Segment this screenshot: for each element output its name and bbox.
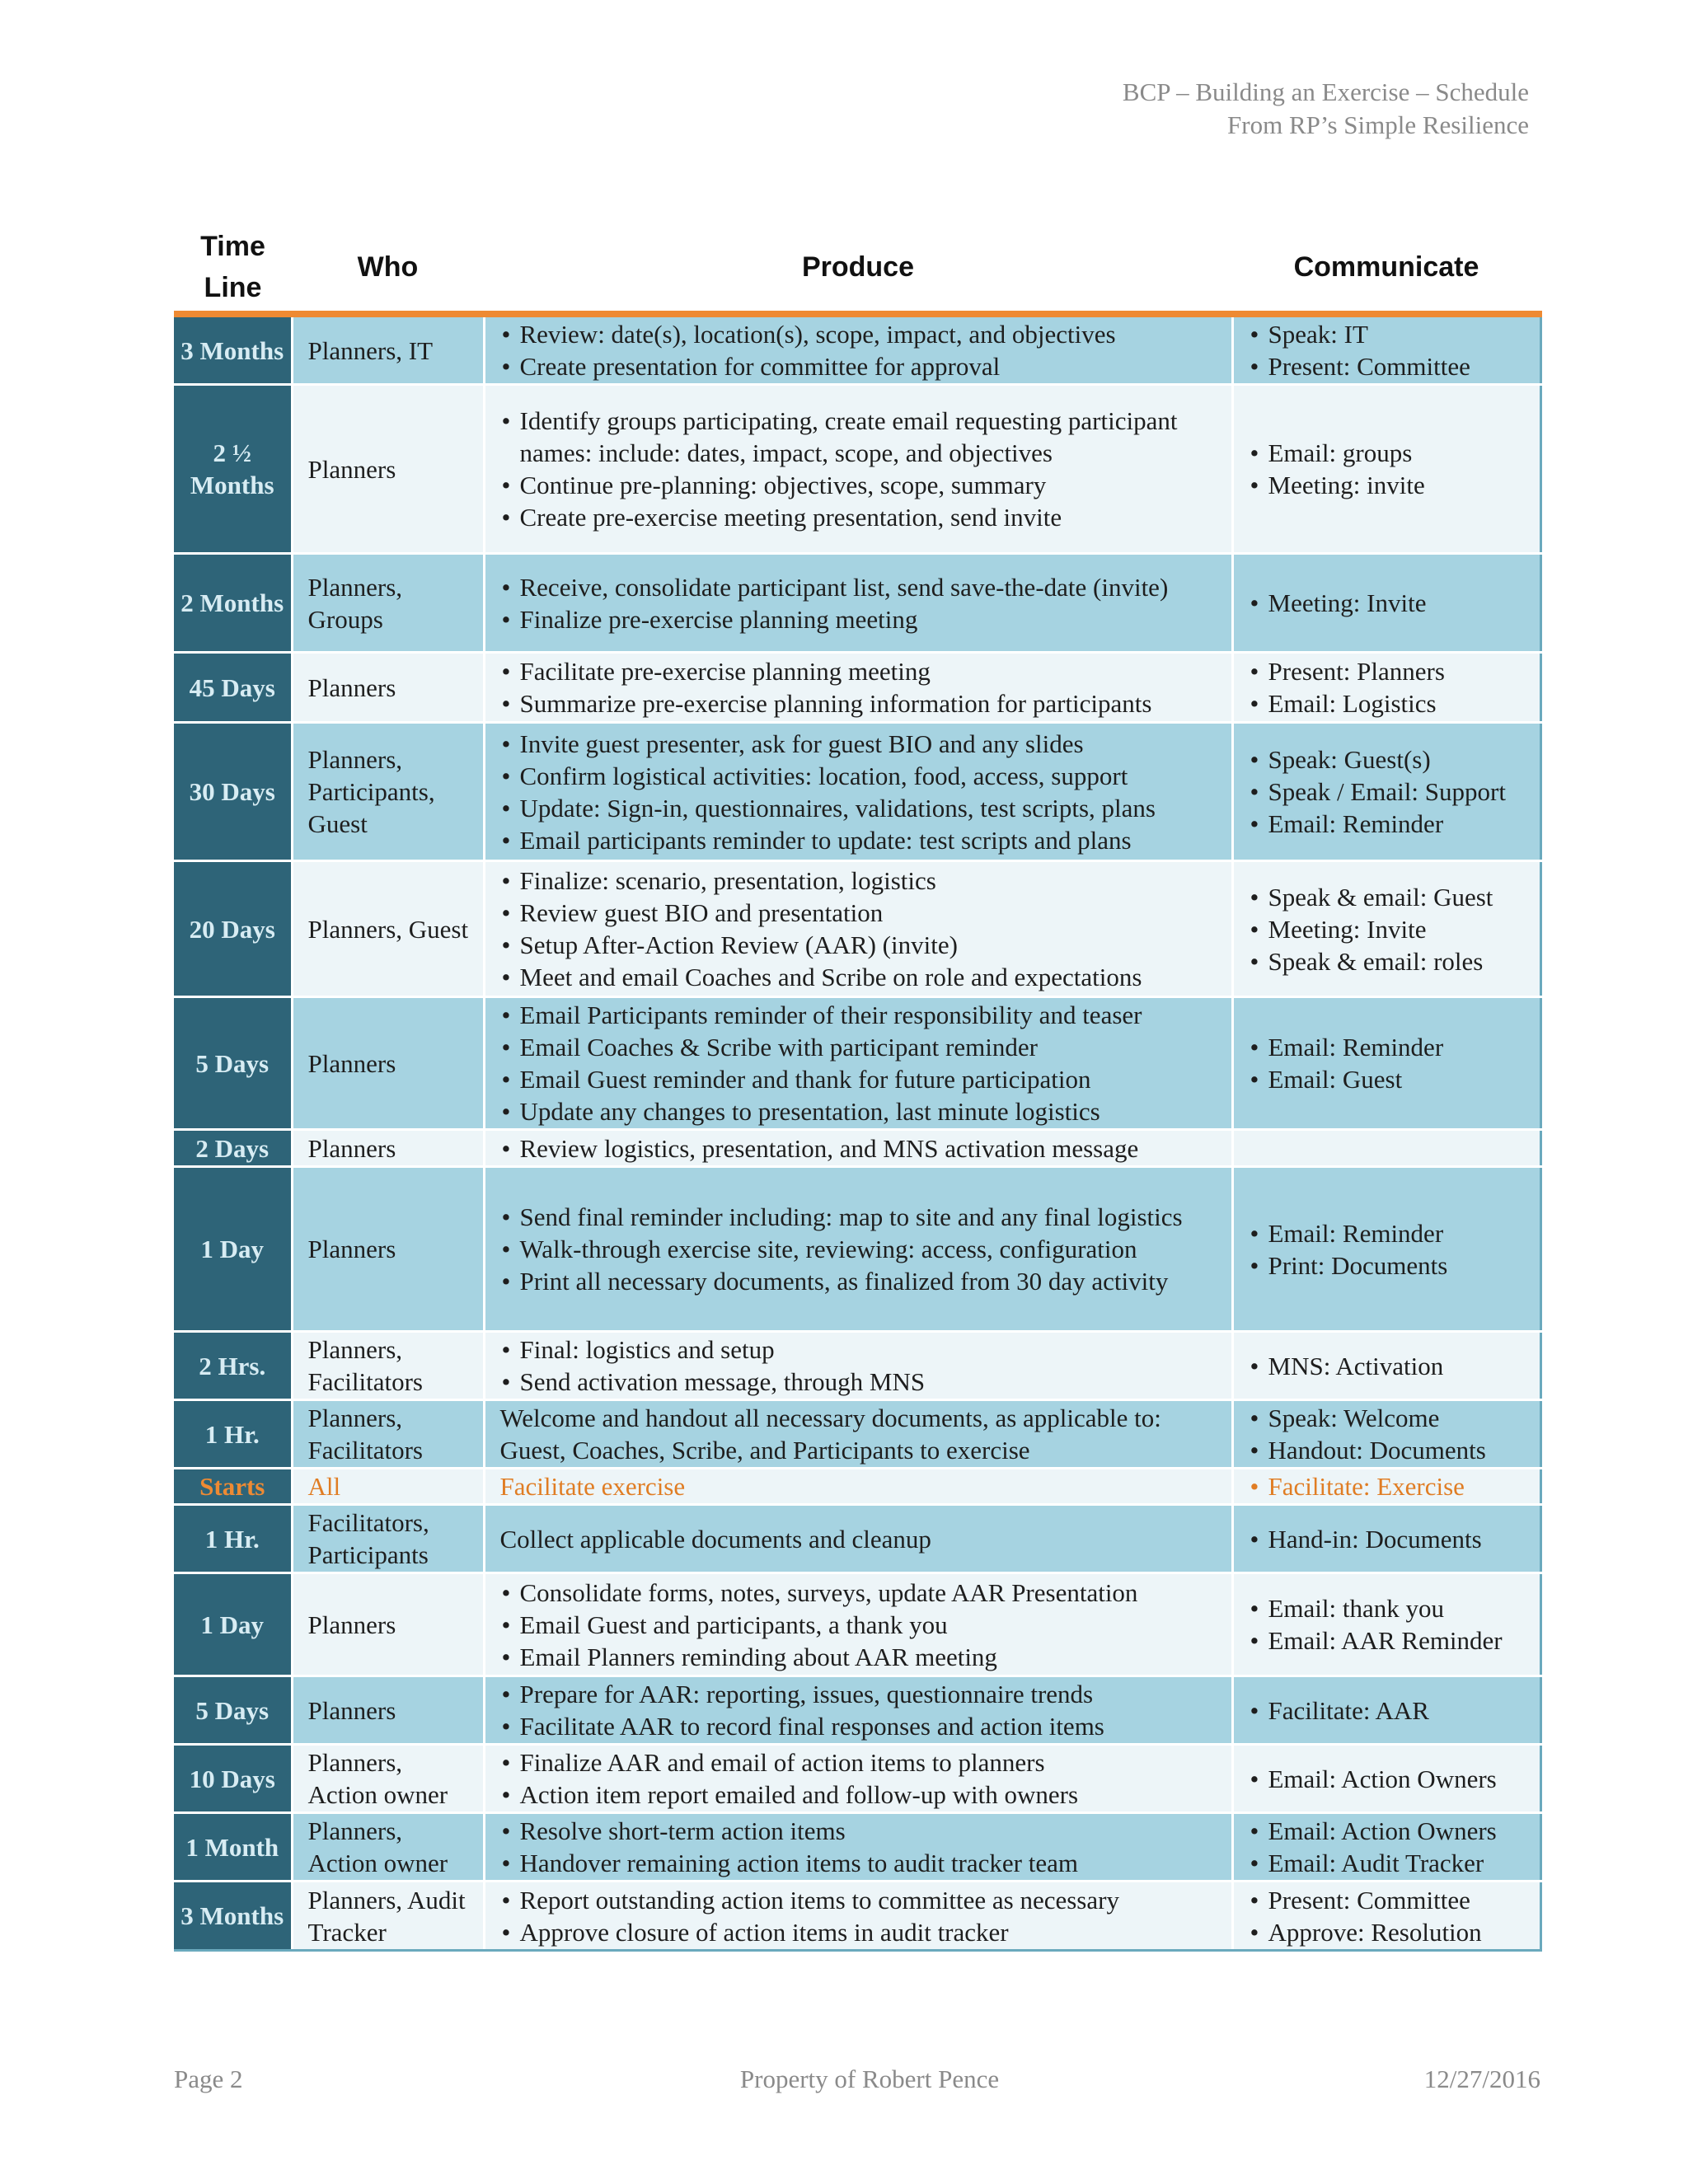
communicate-item: • Email: Reminder	[1249, 808, 1526, 840]
produce-item: • Final: logistics and setup	[500, 1333, 1218, 1366]
communicate-item: • Meeting: Invite	[1249, 913, 1526, 945]
who-cell: Planners	[292, 1676, 484, 1745]
produce-text: Welcome and handout all necessary documents, as applicable to: Guest, Coaches, Scribe, and Participants to exercise	[499, 1404, 1161, 1465]
table-row	[174, 723, 1540, 861]
header-subtitle: From RP’s Simple Resilience	[1227, 110, 1529, 139]
table-header-row	[174, 223, 1540, 314]
who-cell: All	[292, 1469, 484, 1505]
communicate-item: • Speak: IT	[1249, 318, 1526, 350]
table-row	[174, 1332, 1540, 1400]
communicate-cell	[1232, 1400, 1540, 1469]
communicate-list	[1249, 1470, 1526, 1502]
timeline-cell: 3 Months	[174, 314, 292, 385]
timeline-cell: 1 Month	[174, 1813, 292, 1882]
communicate-cell	[1232, 1332, 1540, 1400]
who-cell: Planners, Facilitators	[292, 1400, 484, 1469]
produce-cell	[484, 1882, 1232, 1951]
table-row	[174, 1573, 1540, 1676]
communicate-item: • Speak & email: roles	[1249, 945, 1526, 977]
table-row	[174, 314, 1540, 385]
produce-item: • Finalize AAR and email of action items to planners	[500, 1746, 1218, 1779]
produce-cell	[484, 723, 1232, 861]
table-row	[174, 997, 1540, 1130]
timeline-cell: 2 Days	[174, 1130, 292, 1167]
table-row	[174, 1676, 1540, 1745]
produce-item: • Invite guest presenter, ask for guest BIO and any slides	[500, 728, 1218, 760]
produce-item: • Email Planners reminding about AAR meeting	[500, 1641, 1218, 1673]
produce-cell	[484, 1813, 1232, 1882]
produce-list	[500, 1884, 1218, 1948]
timeline-cell: 20 Days	[174, 861, 292, 997]
produce-item: • Review: date(s), location(s), scope, impact, and objectives	[500, 318, 1218, 350]
produce-item: • Receive, consolidate participant list, send save-the-date (invite)	[500, 571, 1218, 603]
produce-item: • Prepare for AAR: reporting, issues, questionnaire trends	[500, 1678, 1218, 1710]
who-cell: Planners, Action owner	[292, 1745, 484, 1813]
produce-item: • Email Guest reminder and thank for future participation	[500, 1063, 1218, 1095]
who-cell: Planners, Audit Tracker	[292, 1882, 484, 1951]
timeline-cell: 30 Days	[174, 723, 292, 861]
communicate-cell	[1232, 1882, 1540, 1951]
produce-list	[500, 1746, 1218, 1811]
produce-cell	[484, 1676, 1232, 1745]
communicate-item: • Email: Audit Tracker	[1249, 1847, 1526, 1879]
who-cell: Planners	[292, 1167, 484, 1332]
communicate-item: • Print: Documents	[1249, 1249, 1526, 1282]
communicate-item: • Email: Action Owners	[1249, 1763, 1526, 1795]
table-row	[174, 1745, 1540, 1813]
produce-item: • Email Participants reminder of their responsibility and teaser	[500, 999, 1218, 1031]
timeline-cell: 2 ½ Months	[174, 385, 292, 554]
table-row	[174, 1400, 1540, 1469]
produce-item: • Confirm logistical activities: location, food, access, support	[500, 760, 1218, 792]
communicate-cell	[1232, 723, 1540, 861]
produce-item: • Handover remaining action items to audit tracker team	[500, 1847, 1218, 1879]
timeline-cell: 10 Days	[174, 1745, 292, 1813]
produce-item: • Review logistics, presentation, and MNS activation message	[500, 1132, 1218, 1165]
who-cell: Planners	[292, 1573, 484, 1676]
produce-text: Collect applicable documents and cleanup	[499, 1524, 931, 1554]
produce-list	[500, 318, 1218, 382]
communicate-item: • Speak & email: Guest	[1249, 881, 1526, 913]
produce-list	[500, 865, 1218, 993]
table-row	[174, 1505, 1540, 1573]
footer-date: 12/27/2016	[1423, 2064, 1540, 2093]
timeline-cell: 1 Hr.	[174, 1505, 292, 1573]
column-header-timeline: Time Line	[174, 223, 292, 314]
produce-item: • Email participants reminder to update: test scripts and plans	[500, 824, 1218, 856]
produce-cell	[484, 1745, 1232, 1813]
who-cell: Planners, IT	[292, 314, 484, 385]
communicate-item: • Present: Planners	[1249, 655, 1526, 687]
produce-item: • Email Coaches & Scribe with participant reminder	[500, 1031, 1218, 1063]
communicate-list	[1249, 881, 1526, 977]
produce-item: • Print all necessary documents, as finalized from 30 day activity	[500, 1265, 1218, 1297]
produce-list	[500, 405, 1218, 533]
timeline-cell: 1 Day	[174, 1167, 292, 1332]
communicate-item: • Facilitate: AAR	[1249, 1694, 1526, 1727]
communicate-item: • Meeting: Invite	[1249, 587, 1526, 619]
communicate-list	[1249, 1815, 1526, 1879]
communicate-cell	[1232, 1813, 1540, 1882]
produce-item: • Continue pre-planning: objectives, scope, summary	[500, 469, 1218, 501]
column-header-communicate: Communicate	[1232, 223, 1540, 314]
produce-item: • Send final reminder including: map to site and any final logistics	[500, 1201, 1218, 1233]
produce-cell	[484, 385, 1232, 554]
communicate-item: • Email: thank you	[1249, 1592, 1526, 1624]
schedule-body	[174, 314, 1540, 1951]
table-row	[174, 861, 1540, 997]
schedule-table	[174, 223, 1542, 1952]
communicate-item: • Email: Reminder	[1249, 1217, 1526, 1249]
who-cell: Planners, Facilitators	[292, 1332, 484, 1400]
produce-list	[500, 571, 1218, 635]
produce-item: • Meet and email Coaches and Scribe on role and expectations	[500, 961, 1218, 993]
produce-item: • Review guest BIO and presentation	[500, 897, 1218, 929]
produce-item: • Email Guest and participants, a thank you	[500, 1609, 1218, 1641]
table-row	[174, 1167, 1540, 1332]
communicate-cell	[1232, 314, 1540, 385]
communicate-list	[1249, 318, 1526, 382]
timeline-cell: 45 Days	[174, 653, 292, 723]
communicate-item: • Speak / Email: Support	[1249, 776, 1526, 808]
table-row	[174, 1813, 1540, 1882]
produce-list	[500, 1132, 1218, 1165]
who-cell: Planners	[292, 385, 484, 554]
table-row	[174, 1469, 1540, 1505]
communicate-item: • Email: AAR Reminder	[1249, 1624, 1526, 1657]
produce-item: • Setup After-Action Review (AAR) (invite)	[500, 929, 1218, 961]
communicate-cell	[1232, 554, 1540, 653]
produce-item: • Summarize pre-exercise planning information for participants	[500, 687, 1218, 719]
produce-cell	[484, 554, 1232, 653]
communicate-list	[1249, 437, 1526, 501]
communicate-item: • Meeting: invite	[1249, 469, 1526, 501]
timeline-cell: 2 Hrs.	[174, 1332, 292, 1400]
produce-item: • Send activation message, through MNS	[500, 1366, 1218, 1398]
produce-list	[500, 655, 1218, 719]
timeline-cell: 3 Months	[174, 1882, 292, 1951]
communicate-list	[1249, 1763, 1526, 1795]
produce-list	[500, 1815, 1218, 1879]
produce-cell	[484, 1573, 1232, 1676]
produce-cell	[484, 1332, 1232, 1400]
communicate-cell	[1232, 653, 1540, 723]
communicate-cell	[1232, 1130, 1540, 1167]
column-header-who: Who	[292, 223, 484, 314]
communicate-cell	[1232, 1745, 1540, 1813]
communicate-list	[1249, 1217, 1526, 1282]
produce-item: • Report outstanding action items to committee as necessary	[500, 1884, 1218, 1916]
footer-page-number: Page 2	[174, 2064, 243, 2093]
communicate-item: • Speak: Guest(s)	[1249, 743, 1526, 776]
timeline-cell: Starts	[174, 1469, 292, 1505]
produce-item: • Create presentation for committee for approval	[500, 350, 1218, 382]
produce-list	[500, 1577, 1218, 1673]
header-title: BCP – Building an Exercise – Schedule	[1122, 77, 1529, 106]
who-cell: Facilitators, Participants	[292, 1505, 484, 1573]
produce-list	[500, 999, 1218, 1127]
produce-cell	[484, 1167, 1232, 1332]
timeline-cell: 5 Days	[174, 997, 292, 1130]
produce-cell	[484, 1469, 1232, 1505]
communicate-item: • Handout: Documents	[1249, 1434, 1526, 1466]
produce-item: • Walk-through exercise site, reviewing: access, configuration	[500, 1233, 1218, 1265]
communicate-item: • Facilitate: Exercise	[1249, 1470, 1526, 1502]
timeline-cell: 1 Day	[174, 1573, 292, 1676]
communicate-list	[1249, 1592, 1526, 1657]
communicate-list	[1249, 1694, 1526, 1727]
communicate-cell	[1232, 1469, 1540, 1505]
document-header	[1123, 76, 1529, 142]
produce-cell	[484, 653, 1232, 723]
communicate-cell	[1232, 1676, 1540, 1745]
produce-cell	[484, 1505, 1232, 1573]
table-row	[174, 653, 1540, 723]
timeline-cell: 1 Hr.	[174, 1400, 292, 1469]
produce-item: • Create pre-exercise meeting presentation, send invite	[500, 501, 1218, 533]
who-cell: Planners, Guest	[292, 861, 484, 997]
communicate-cell	[1232, 861, 1540, 997]
timeline-cell: 2 Months	[174, 554, 292, 653]
table-row	[174, 1882, 1540, 1951]
produce-item: • Approve closure of action items in audit tracker	[500, 1916, 1218, 1948]
produce-list	[500, 1678, 1218, 1742]
column-header-produce: Produce	[484, 223, 1232, 314]
who-cell: Planners, Participants, Guest	[292, 723, 484, 861]
produce-list	[500, 1333, 1218, 1398]
communicate-item: • Present: Committee	[1249, 350, 1526, 382]
footer-owner: Property of Robert Pence	[739, 2064, 1000, 2093]
communicate-cell	[1232, 1573, 1540, 1676]
who-cell: Planners, Groups	[292, 554, 484, 653]
communicate-item: • Email: groups	[1249, 437, 1526, 469]
produce-item: • Update any changes to presentation, last minute logistics	[500, 1095, 1218, 1127]
communicate-list	[1249, 1523, 1526, 1555]
communicate-list	[1249, 1402, 1526, 1466]
produce-cell	[484, 997, 1232, 1130]
communicate-list	[1249, 1350, 1526, 1382]
communicate-cell	[1232, 997, 1540, 1130]
produce-item: • Update: Sign-in, questionnaires, validations, test scripts, plans	[500, 792, 1218, 824]
produce-cell	[484, 861, 1232, 997]
who-cell: Planners, Action owner	[292, 1813, 484, 1882]
who-cell: Planners	[292, 997, 484, 1130]
communicate-item: • Speak: Welcome	[1249, 1402, 1526, 1434]
communicate-cell	[1232, 385, 1540, 554]
produce-item: • Action item report emailed and follow-up with owners	[500, 1779, 1218, 1811]
communicate-item: • Approve: Resolution	[1249, 1916, 1526, 1948]
produce-item: • Finalize pre-exercise planning meeting	[500, 603, 1218, 635]
who-cell: Planners	[292, 653, 484, 723]
communicate-list	[1249, 1884, 1526, 1948]
communicate-item: • Email: Logistics	[1249, 687, 1526, 719]
who-cell: Planners	[292, 1130, 484, 1167]
communicate-item: • Email: Reminder	[1249, 1031, 1526, 1063]
produce-list	[500, 728, 1218, 856]
produce-item: • Identify groups participating, create email requesting participant names: include: dates, impact, scope, and objectives	[500, 405, 1218, 469]
communicate-list	[1249, 655, 1526, 719]
communicate-item: • MNS: Activation	[1249, 1350, 1526, 1382]
communicate-item: • Present: Committee	[1249, 1884, 1526, 1916]
communicate-cell	[1232, 1505, 1540, 1573]
produce-cell	[484, 1400, 1232, 1469]
table-row	[174, 385, 1540, 554]
produce-cell	[484, 1130, 1232, 1167]
produce-list	[500, 1201, 1218, 1297]
produce-item: • Facilitate pre-exercise planning meeting	[500, 655, 1218, 687]
communicate-item: • Hand-in: Documents	[1249, 1523, 1526, 1555]
table-row	[174, 554, 1540, 653]
produce-item: • Consolidate forms, notes, surveys, update AAR Presentation	[500, 1577, 1218, 1609]
produce-cell	[484, 314, 1232, 385]
communicate-list	[1249, 743, 1526, 840]
timeline-cell: 5 Days	[174, 1676, 292, 1745]
communicate-item: • Email: Action Owners	[1249, 1815, 1526, 1847]
produce-item: • Facilitate AAR to record final responses and action items	[500, 1710, 1218, 1742]
communicate-list	[1249, 587, 1526, 619]
produce-item: • Resolve short-term action items	[500, 1815, 1218, 1847]
communicate-item: • Email: Guest	[1249, 1063, 1526, 1095]
communicate-list	[1249, 1031, 1526, 1095]
produce-item: • Finalize: scenario, presentation, logistics	[500, 865, 1218, 897]
communicate-cell	[1232, 1167, 1540, 1332]
table-row	[174, 1130, 1540, 1167]
produce-text: Facilitate exercise	[499, 1472, 686, 1501]
